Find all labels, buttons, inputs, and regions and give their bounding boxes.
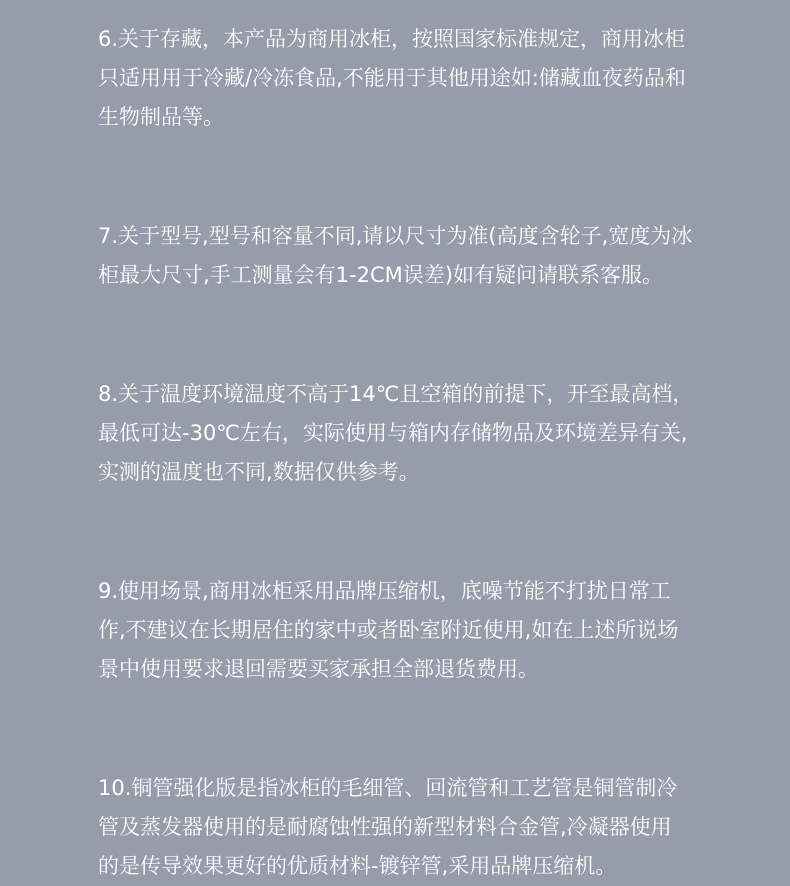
notice-line: 10.铜管强化版是指冰柜的毛细管、回流管和工艺管是铜管制冷 — [98, 776, 678, 800]
notice-line: 管及蒸发器使用的是耐腐蚀性强的新型材料合金管,冷凝器使用 — [98, 815, 672, 839]
notice-line: 的是传导效果更好的优质材料-镀锌管,采用品牌压缩机。 — [98, 854, 617, 878]
notice-line: 6.关于存藏，本产品为商用冰柜，按照国家标准规定，商用冰柜 — [98, 27, 686, 51]
notice-temperature — [98, 375, 718, 492]
notice-line: 7.关于型号,型号和容量不同,请以尺寸为准(高度含轮子,宽度为冰 — [98, 224, 693, 248]
product-notices — [98, 20, 718, 886]
notice-line: 8.关于温度环境温度不高于14℃且空箱的前提下，开至最高档， — [98, 382, 694, 406]
notice-line: 只适用用于冷藏/冷冻食品,不能用于其他用途如:储藏血夜药品和 — [98, 66, 686, 90]
notice-line: 作,不建议在长期居住的家中或者卧室附近使用,如在上述所说场 — [98, 618, 679, 642]
notice-line: 生物制品等。 — [98, 105, 224, 129]
notice-line: 实测的温度也不同,数据仅供参考。 — [98, 460, 420, 484]
notice-copper-tube — [98, 769, 718, 886]
notice-storage — [98, 20, 718, 137]
notice-line: 9.使用场景,商用冰柜采用品牌压缩机，底噪节能不打扰日常工 — [98, 579, 671, 603]
notice-line: 景中使用要求退回需要买家承担全部退货费用。 — [98, 657, 539, 681]
notice-line: 最低可达-30℃左右，实际使用与箱内存储物品及环境差异有关, — [98, 421, 688, 445]
notice-usage-scenario — [98, 572, 718, 689]
notice-model — [98, 217, 718, 295]
notice-line: 柜最大尺寸,手工测量会有1-2CM误差)如有疑问请联系客服。 — [98, 263, 663, 287]
